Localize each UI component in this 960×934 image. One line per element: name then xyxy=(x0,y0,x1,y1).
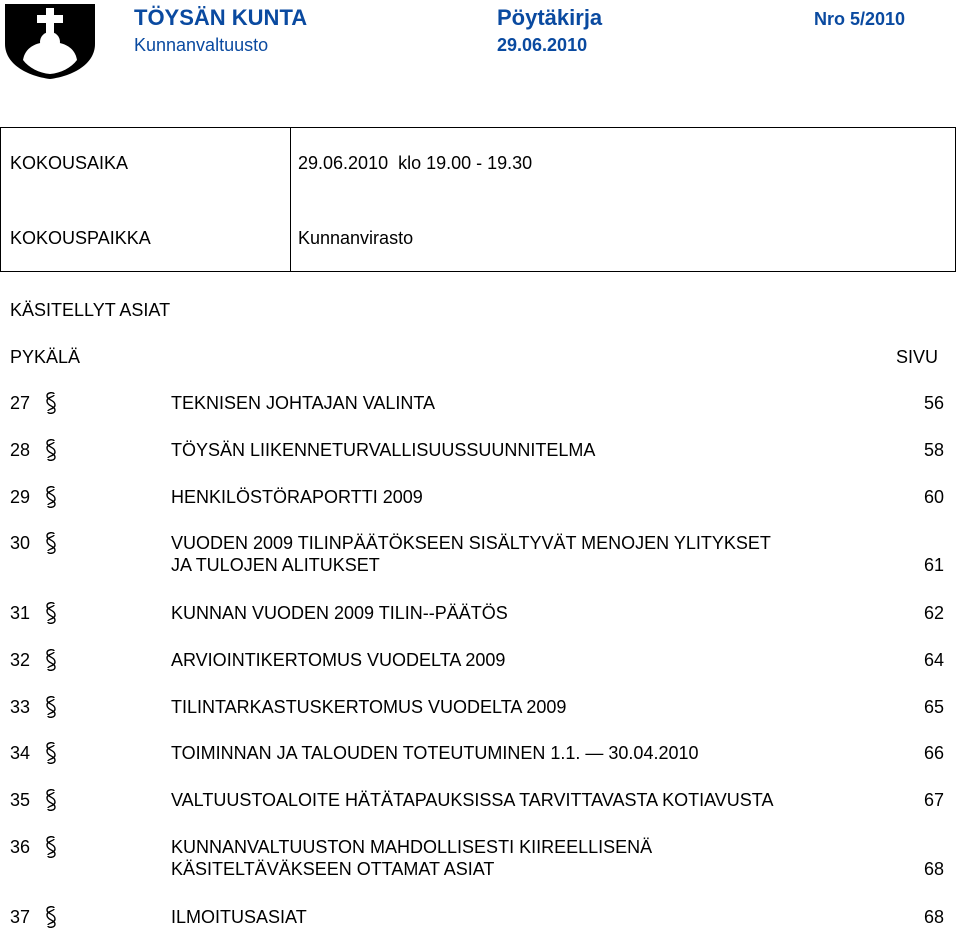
agenda-item-number: 28 xyxy=(10,440,31,460)
agenda-item-number: 34 xyxy=(10,743,31,763)
agenda-item-page: 61 xyxy=(923,555,944,575)
document-date: 29.06.2010 xyxy=(497,35,588,55)
agenda-item-title: HENKILÖSTÖRAPORTTI 2009 xyxy=(171,487,423,507)
agenda-item-title: VALTUUSTOALOITE HÄTÄTAPAUKSISSA TARVITTAVASTA KOTIAVUSTA xyxy=(171,790,774,810)
column-header-page: SIVU xyxy=(896,347,939,367)
coat-of-arms-icon xyxy=(3,2,97,80)
section-sign-icon xyxy=(44,391,58,415)
meeting-info-box xyxy=(0,127,956,272)
section-sign-icon xyxy=(44,835,58,859)
agenda-item-title-continued: JA TULOJEN ALITUKSET xyxy=(171,555,380,575)
agenda-item-title: TÖYSÄN LIIKENNETURVALLISUUSSUUNNITELMA xyxy=(171,440,596,460)
document-type: Pöytäkirja xyxy=(497,5,603,30)
section-sign-icon xyxy=(44,648,58,672)
agenda-item-page: 64 xyxy=(923,650,944,670)
agenda-item-title: VUODEN 2009 TILINPÄÄTÖKSEEN SISÄLTYVÄT MENOJEN YLITYKSET xyxy=(171,533,771,553)
meeting-info-divider xyxy=(290,127,291,272)
agenda-item-page: 62 xyxy=(923,603,944,623)
agenda-item-title: KUNNANVALTUUSTON MAHDOLLISESTI KIIREELLISENÄ xyxy=(171,837,653,857)
agenda-item-page: 60 xyxy=(923,487,944,507)
agenda-item-number: 33 xyxy=(10,697,31,717)
agenda-item-number: 29 xyxy=(10,487,31,507)
document-number: Nro 5/2010 xyxy=(814,9,906,29)
section-sign-icon xyxy=(44,741,58,765)
agenda-item-number: 31 xyxy=(10,603,31,623)
agenda-item-number: 36 xyxy=(10,837,31,857)
agenda-item-title: KUNNAN VUODEN 2009 TILIN--PÄÄTÖS xyxy=(171,603,508,623)
agenda-item-page: 65 xyxy=(923,697,944,717)
section-sign-icon xyxy=(44,438,58,462)
meeting-place-value: Kunnanvirasto xyxy=(298,228,414,248)
agenda-item-page: 68 xyxy=(923,907,944,927)
council-name: Kunnanvaltuusto xyxy=(134,35,269,55)
section-sign-icon xyxy=(44,905,58,929)
section-sign-icon xyxy=(44,788,58,812)
meeting-place-label: KOKOUSPAIKKA xyxy=(10,228,151,248)
section-sign-icon xyxy=(44,695,58,719)
agenda-item-number: 35 xyxy=(10,790,31,810)
municipality-name: TÖYSÄN KUNTA xyxy=(134,5,308,30)
agenda-item-title-continued: KÄSITELTÄVÄKSEEN OTTAMAT ASIAT xyxy=(171,859,495,879)
section-sign-icon xyxy=(44,531,58,555)
agenda-item-page: 58 xyxy=(923,440,944,460)
column-header-section: PYKÄLÄ xyxy=(10,347,81,367)
agenda-item-page: 67 xyxy=(923,790,944,810)
section-sign-icon xyxy=(44,601,58,625)
agenda-heading: KÄSITELLYT ASIAT xyxy=(10,300,171,320)
meeting-time-label: KOKOUSAIKA xyxy=(10,153,129,173)
agenda-item-page: 66 xyxy=(923,743,944,763)
agenda-item-number: 30 xyxy=(10,533,31,553)
agenda-item-number: 37 xyxy=(10,907,31,927)
meeting-time-value: 29.06.2010 klo 19.00 - 19.30 xyxy=(298,153,533,173)
agenda-item-number: 27 xyxy=(10,393,31,413)
section-sign-icon xyxy=(44,485,58,509)
agenda-item-title: TEKNISEN JOHTAJAN VALINTA xyxy=(171,393,436,413)
agenda-item-title: ARVIOINTIKERTOMUS VUODELTA 2009 xyxy=(171,650,506,670)
agenda-item-number: 32 xyxy=(10,650,31,670)
agenda-item-page: 56 xyxy=(923,393,944,413)
agenda-item-title: TILINTARKASTUSKERTOMUS VUODELTA 2009 xyxy=(171,697,567,717)
agenda-item-page: 68 xyxy=(923,859,944,879)
agenda-item-title: ILMOITUSASIAT xyxy=(171,907,307,927)
agenda-item-title: TOIMINNAN JA TALOUDEN TOTEUTUMINEN 1.1. — 30.04.2010 xyxy=(171,743,699,763)
